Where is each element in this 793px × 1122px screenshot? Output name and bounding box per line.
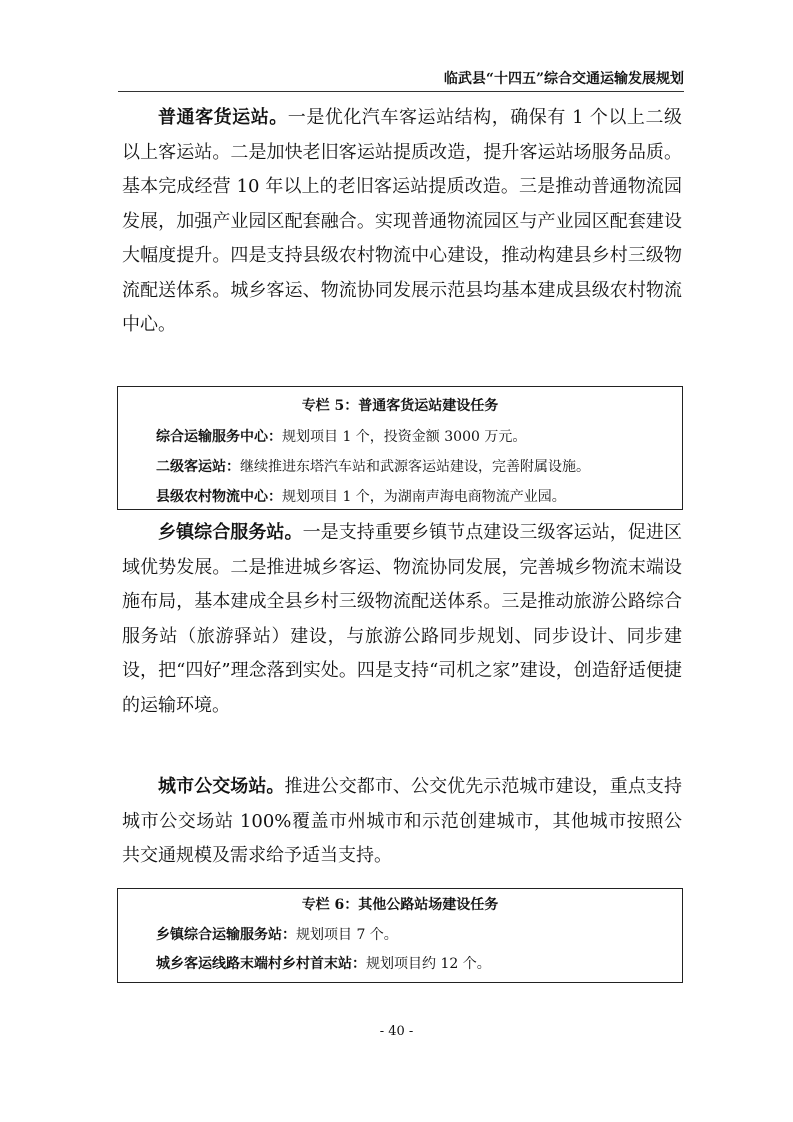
box-title: 专栏 5：普通客货运站建设任务 xyxy=(301,398,499,414)
box-item xyxy=(118,452,682,482)
box-item-text: 规划项目 1 个，投资金额 3000 万元。 xyxy=(282,429,527,445)
section-heading: 城市公交场站。 xyxy=(158,776,285,797)
header-divider xyxy=(118,91,684,92)
paragraph-text: 一是支持重要乡镇节点建设三级客运站，促进区域优势发展。二是推进城乡客运、物流协同发展，完善城乡物流末端设施布局，基本建成全县乡村三级物流配送体系。三是推动旅游公路综合服务站（旅游驿站）建设，与旅游公路同步规划、同步设计、同步建设，把“四好”理念落到实处。四是支持“司机之家”建设，创造舒适便捷的运输环境。 xyxy=(122,522,683,716)
box-item-label: 二级客运站： xyxy=(156,459,240,475)
paragraph-township-service-stations xyxy=(122,516,682,723)
box-item-label: 乡镇综合运输服务站： xyxy=(156,927,296,943)
box-item-text: 规划项目约 12 个。 xyxy=(366,956,491,972)
box-item-label: 城乡客运线路末端村乡村首末站： xyxy=(156,956,366,972)
paragraph-text: 一是优化汽车客运站结构，确保有 1 个以上二级以上客运站。二是加快老旧客运站提质改造，提升客运站场服务品质。基本完成经营 10 年以上的老旧客运站提质改造。三是推动普通物流园发展，加强产业园区配套融合。实现普通物流园区与产业园区配套建设大幅度提升。四是支持县级农村物流中心建设，推动构建县乡村三级物流配送体系。城乡客运、物流协同发展示范县均基本建成县级农村物流中心。 xyxy=(122,107,682,335)
paragraph-text: 推进公交都市、公交优先示范城市建设，重点支持城市公交场站 100%覆盖市州城市和示范创建城市，其他城市按照公共交通规模及需求给予适当支持。 xyxy=(122,776,682,866)
box-item-text: 规划项目 7 个。 xyxy=(296,927,398,943)
box-item-text: 规划项目 1 个，为湖南声海电商物流产业园。 xyxy=(282,489,566,505)
running-header: 临武县“十四五”综合交通运输发展规划 xyxy=(443,71,684,87)
paragraph-passenger-freight-stations xyxy=(122,101,682,343)
column-box-6 xyxy=(117,888,683,983)
paragraph-city-bus-stations xyxy=(122,770,682,874)
box-item xyxy=(118,950,682,979)
box-item xyxy=(118,482,682,512)
column-box-5 xyxy=(117,386,683,510)
box-item-label: 综合运输服务中心： xyxy=(156,429,282,445)
box-item xyxy=(118,921,682,950)
box-item-text: 继续推进东塔汽车站和武源客运站建设，完善附属设施。 xyxy=(240,459,590,475)
box-item xyxy=(118,422,682,452)
page-number: - 40 - xyxy=(379,1024,414,1039)
section-heading: 乡镇综合服务站。 xyxy=(158,522,303,543)
box-title: 专栏 6：其他公路站场建设任务 xyxy=(301,897,499,913)
section-heading: 普通客货运站。 xyxy=(158,107,288,128)
box-item-label: 县级农村物流中心： xyxy=(156,489,282,505)
